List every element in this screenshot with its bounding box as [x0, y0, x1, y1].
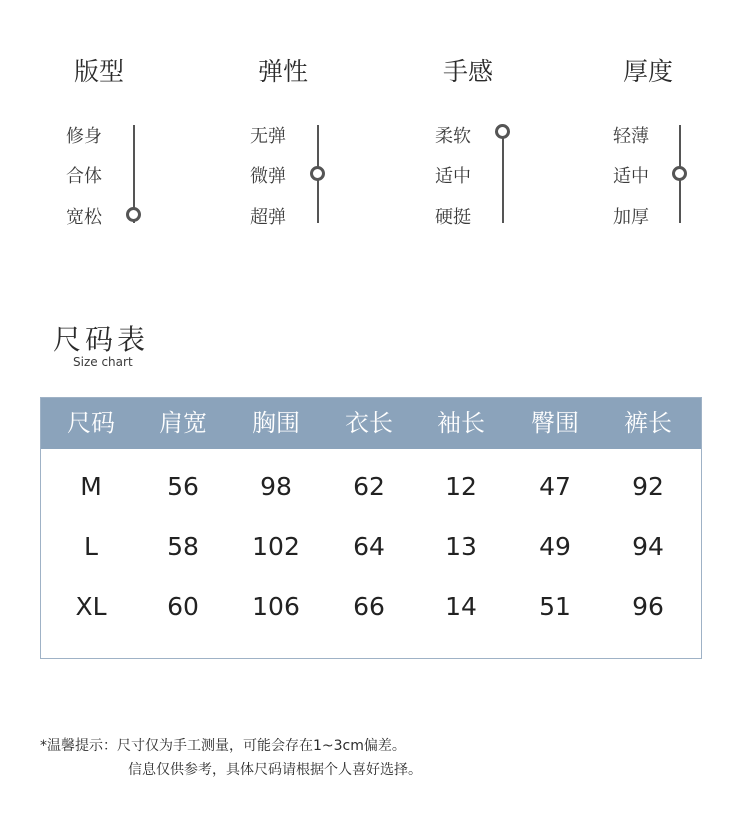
- table-row: [41, 517, 701, 577]
- attr-elasticity-marker: [310, 166, 325, 181]
- cell-hip: 47: [539, 472, 571, 501]
- header-sleeve: 袖长: [437, 409, 485, 437]
- attr-fit-marker: [126, 207, 141, 222]
- attr-fit-level-1: 修身: [66, 126, 102, 147]
- attr-elasticity-title: 弹性: [258, 57, 309, 86]
- size-table: [40, 397, 702, 659]
- attr-thickness-level-2: 适中: [613, 166, 649, 187]
- attr-elasticity-level-3: 超弹: [250, 207, 286, 228]
- attr-thickness-marker: [672, 166, 687, 181]
- cell-size: XL: [75, 592, 107, 621]
- header-shoulder: 肩宽: [159, 409, 207, 437]
- attr-thickness-level-1: 轻薄: [613, 126, 649, 147]
- attr-hand-feel-title: 手感: [443, 57, 494, 86]
- cell-shoulder: 58: [167, 532, 199, 561]
- cell-pants-length: 96: [632, 592, 664, 621]
- cell-shoulder: 56: [167, 472, 199, 501]
- cell-size: M: [80, 472, 102, 501]
- header-chest: 胸围: [252, 409, 300, 437]
- cell-chest: 106: [252, 592, 300, 621]
- size-table-header: [41, 398, 701, 449]
- cell-pants-length: 92: [632, 472, 664, 501]
- cell-hip: 51: [539, 592, 571, 621]
- attr-elasticity-level-2: 微弹: [250, 166, 286, 187]
- header-pants-length: 裤长: [624, 409, 672, 437]
- table-row: [41, 457, 701, 517]
- cell-sleeve: 12: [445, 472, 477, 501]
- cell-pants-length: 94: [632, 532, 664, 561]
- attr-fit-level-3: 宽松: [66, 207, 102, 228]
- cell-hip: 49: [539, 532, 571, 561]
- size-chart-subtitle: Size chart: [73, 355, 133, 369]
- note-line-1: *温馨提示：尺寸仅为手工测量，可能会存在1~3cm偏差。: [40, 738, 406, 754]
- attr-elasticity-level-1: 无弹: [250, 126, 286, 147]
- cell-sleeve: 13: [445, 532, 477, 561]
- cell-sleeve: 14: [445, 592, 477, 621]
- attr-hand-feel-marker: [495, 124, 510, 139]
- cell-size: L: [84, 532, 98, 561]
- attr-hand-feel-scale-line: [502, 125, 504, 223]
- header-size: 尺码: [67, 409, 115, 437]
- header-hip: 臀围: [531, 409, 579, 437]
- attr-fit-level-2: 合体: [66, 166, 102, 187]
- attr-fit-title: 版型: [74, 57, 125, 86]
- attr-thickness-title: 厚度: [623, 57, 674, 86]
- cell-shoulder: 60: [167, 592, 199, 621]
- header-length: 衣长: [345, 409, 393, 437]
- note-line-2: 信息仅供参考，具体尺码请根据个人喜好选择。: [128, 762, 422, 778]
- table-row: [41, 577, 701, 637]
- attr-hand-feel-level-3: 硬挺: [435, 207, 471, 228]
- cell-length: 66: [353, 592, 385, 621]
- cell-length: 62: [353, 472, 385, 501]
- cell-chest: 98: [260, 472, 292, 501]
- attr-hand-feel-level-2: 适中: [435, 166, 471, 187]
- cell-length: 64: [353, 532, 385, 561]
- cell-chest: 102: [252, 532, 300, 561]
- attr-hand-feel-level-1: 柔软: [435, 126, 471, 147]
- attr-thickness-level-3: 加厚: [613, 207, 649, 228]
- size-chart-title: 尺码表: [53, 323, 150, 356]
